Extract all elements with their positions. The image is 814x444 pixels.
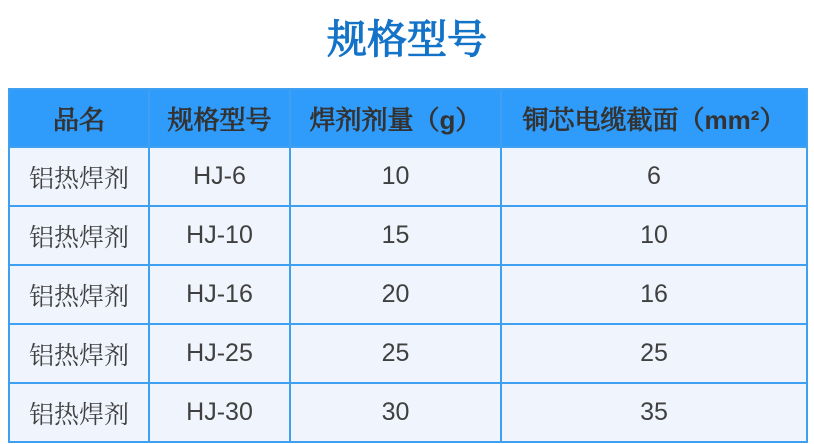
cell-product-name: 铝热焊剂 xyxy=(9,383,149,442)
cell-spec-model: HJ-10 xyxy=(149,206,290,265)
cell-product-name: 铝热焊剂 xyxy=(9,206,149,265)
cell-flux-dosage: 10 xyxy=(290,147,501,206)
cell-cable-cross-section: 10 xyxy=(501,206,807,265)
cell-cable-cross-section: 6 xyxy=(501,147,807,206)
cell-cable-cross-section: 16 xyxy=(501,265,807,324)
header-product-name: 品名 xyxy=(9,89,149,147)
header-flux-dosage: 焊剂剂量（g） xyxy=(290,89,501,147)
cell-product-name: 铝热焊剂 xyxy=(9,147,149,206)
header-spec-model: 规格型号 xyxy=(149,89,290,147)
cell-flux-dosage: 15 xyxy=(290,206,501,265)
table-row xyxy=(9,206,807,265)
table-row xyxy=(9,383,807,442)
header-cable-cross-section: 铜芯电缆截面（mm²） xyxy=(501,89,807,147)
cell-spec-model: HJ-25 xyxy=(149,324,290,383)
cell-cable-cross-section: 25 xyxy=(501,324,807,383)
table-header-row xyxy=(9,89,807,147)
cell-flux-dosage: 20 xyxy=(290,265,501,324)
spec-table xyxy=(8,88,808,443)
cell-cable-cross-section: 35 xyxy=(501,383,807,442)
cell-product-name: 铝热焊剂 xyxy=(9,324,149,383)
cell-flux-dosage: 25 xyxy=(290,324,501,383)
cell-flux-dosage: 30 xyxy=(290,383,501,442)
page-title: 规格型号 xyxy=(327,18,487,62)
cell-product-name: 铝热焊剂 xyxy=(9,265,149,324)
cell-spec-model: HJ-6 xyxy=(149,147,290,206)
cell-spec-model: HJ-30 xyxy=(149,383,290,442)
cell-spec-model: HJ-16 xyxy=(149,265,290,324)
table-row xyxy=(9,265,807,324)
table-row xyxy=(9,147,807,206)
table-row xyxy=(9,324,807,383)
